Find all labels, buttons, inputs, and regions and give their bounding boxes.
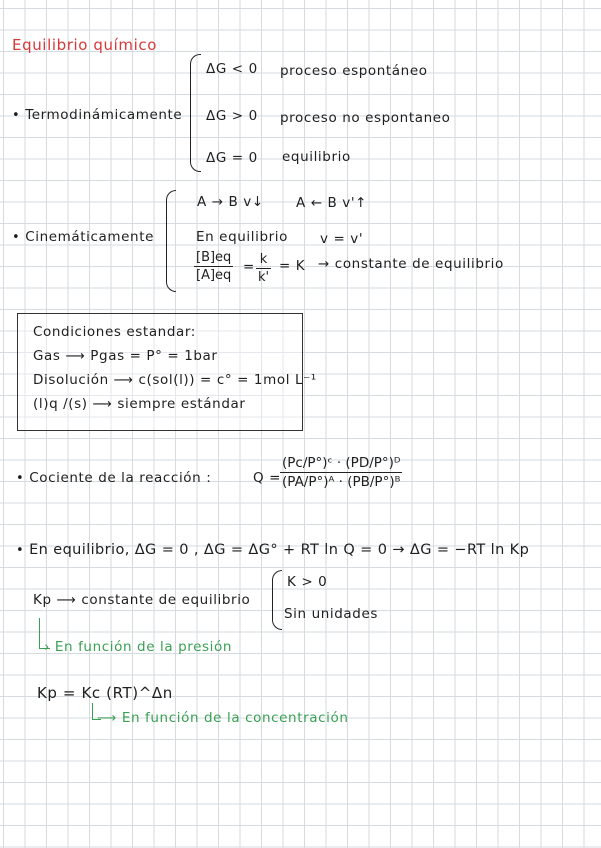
thermo-cond-2: ΔG > 0 xyxy=(206,108,258,124)
note-concentration xyxy=(97,710,349,726)
quotient-label-text: Cociente de la reacción : xyxy=(29,470,212,486)
equals-sign: = xyxy=(243,259,255,275)
equals-k: = K xyxy=(279,258,306,274)
bullet: • xyxy=(12,230,21,245)
note-pressure xyxy=(44,639,232,655)
arrow-right-icon: › xyxy=(44,639,50,655)
kp-brace xyxy=(272,570,282,630)
kp-label: Kp ⟶ constante de equilibrio xyxy=(33,592,251,608)
quotient-label xyxy=(16,470,211,486)
kinetic-brace xyxy=(166,190,176,292)
equilibrium-statement xyxy=(16,542,529,558)
page-title: Equilibrio químico xyxy=(12,36,158,54)
standard-solution: Disolución ⟶ c(sol(l)) = c° = 1mol L⁻¹ xyxy=(33,372,317,388)
kinetic-row2-left: En equilibrio xyxy=(196,229,288,245)
kinetic-label-text: Cinemáticamente xyxy=(25,229,154,245)
thermo-cond-1: ΔG < 0 xyxy=(206,61,258,77)
bullet: • xyxy=(12,108,21,123)
kp-kc-relation: Kp = Kc (RT)^Δn xyxy=(37,684,173,702)
thermo-desc-3: equilibrio xyxy=(282,149,351,165)
thermo-desc-1: proceso espontáneo xyxy=(280,63,428,79)
kinetic-row1-right: A ← B v'↑ xyxy=(296,195,368,211)
kinetic-row1-left: A → B v↓ xyxy=(197,194,264,210)
quotient-denominator: (PA/P°)ᴬ · (PB/P°)ᴮ xyxy=(282,474,401,490)
arrow-right-icon: ⟶ xyxy=(97,710,117,726)
thermo-desc-2: proceso no espontaneo xyxy=(280,110,451,126)
kp-property-units: Sin unidades xyxy=(284,606,378,622)
ratio-concentrations xyxy=(194,250,233,283)
note-pressure-text: En función de la presión xyxy=(54,639,233,655)
kinetic-label xyxy=(12,229,154,245)
bullet: • xyxy=(16,471,25,486)
standard-solid: (l)q /(s) ⟶ siempre estándar xyxy=(33,396,246,412)
bullet: • xyxy=(16,543,25,558)
kp-property-positive: K > 0 xyxy=(287,574,328,590)
kinetic-row2-right: v = v' xyxy=(320,231,364,247)
quotient-fraction xyxy=(280,455,402,490)
note-concentration-text: En función de la concentración xyxy=(121,710,349,726)
equilibrium-statement-text: En equilibrio, ΔG = 0 , ΔG = ΔG° + RT ln Q = 0 → ΔG = −RT ln Kp xyxy=(29,542,530,558)
rate-constant-k: k xyxy=(259,252,268,267)
quotient-numerator: (Pc/P°)ᶜ · (PD/P°)ᴰ xyxy=(282,455,401,471)
thermo-label xyxy=(12,107,182,123)
standard-gas: Gas ⟶ Pgas = P° = 1bar xyxy=(33,348,218,364)
quotient-lhs: Q = xyxy=(253,470,282,486)
thermo-brace xyxy=(190,54,201,172)
ratio-denominator: [A]eq xyxy=(196,268,232,283)
thermo-cond-3: ΔG = 0 xyxy=(206,150,258,166)
kinetic-tail: → constante de equilibrio xyxy=(318,256,504,272)
thermo-label-text: Termodinámicamente xyxy=(25,107,183,123)
ratio-numerator: [B]eq xyxy=(196,250,232,265)
standard-heading: Condiciones estandar: xyxy=(33,324,196,340)
ratio-rate-constants xyxy=(256,252,271,285)
rate-constant-k-prime: k' xyxy=(258,270,270,285)
